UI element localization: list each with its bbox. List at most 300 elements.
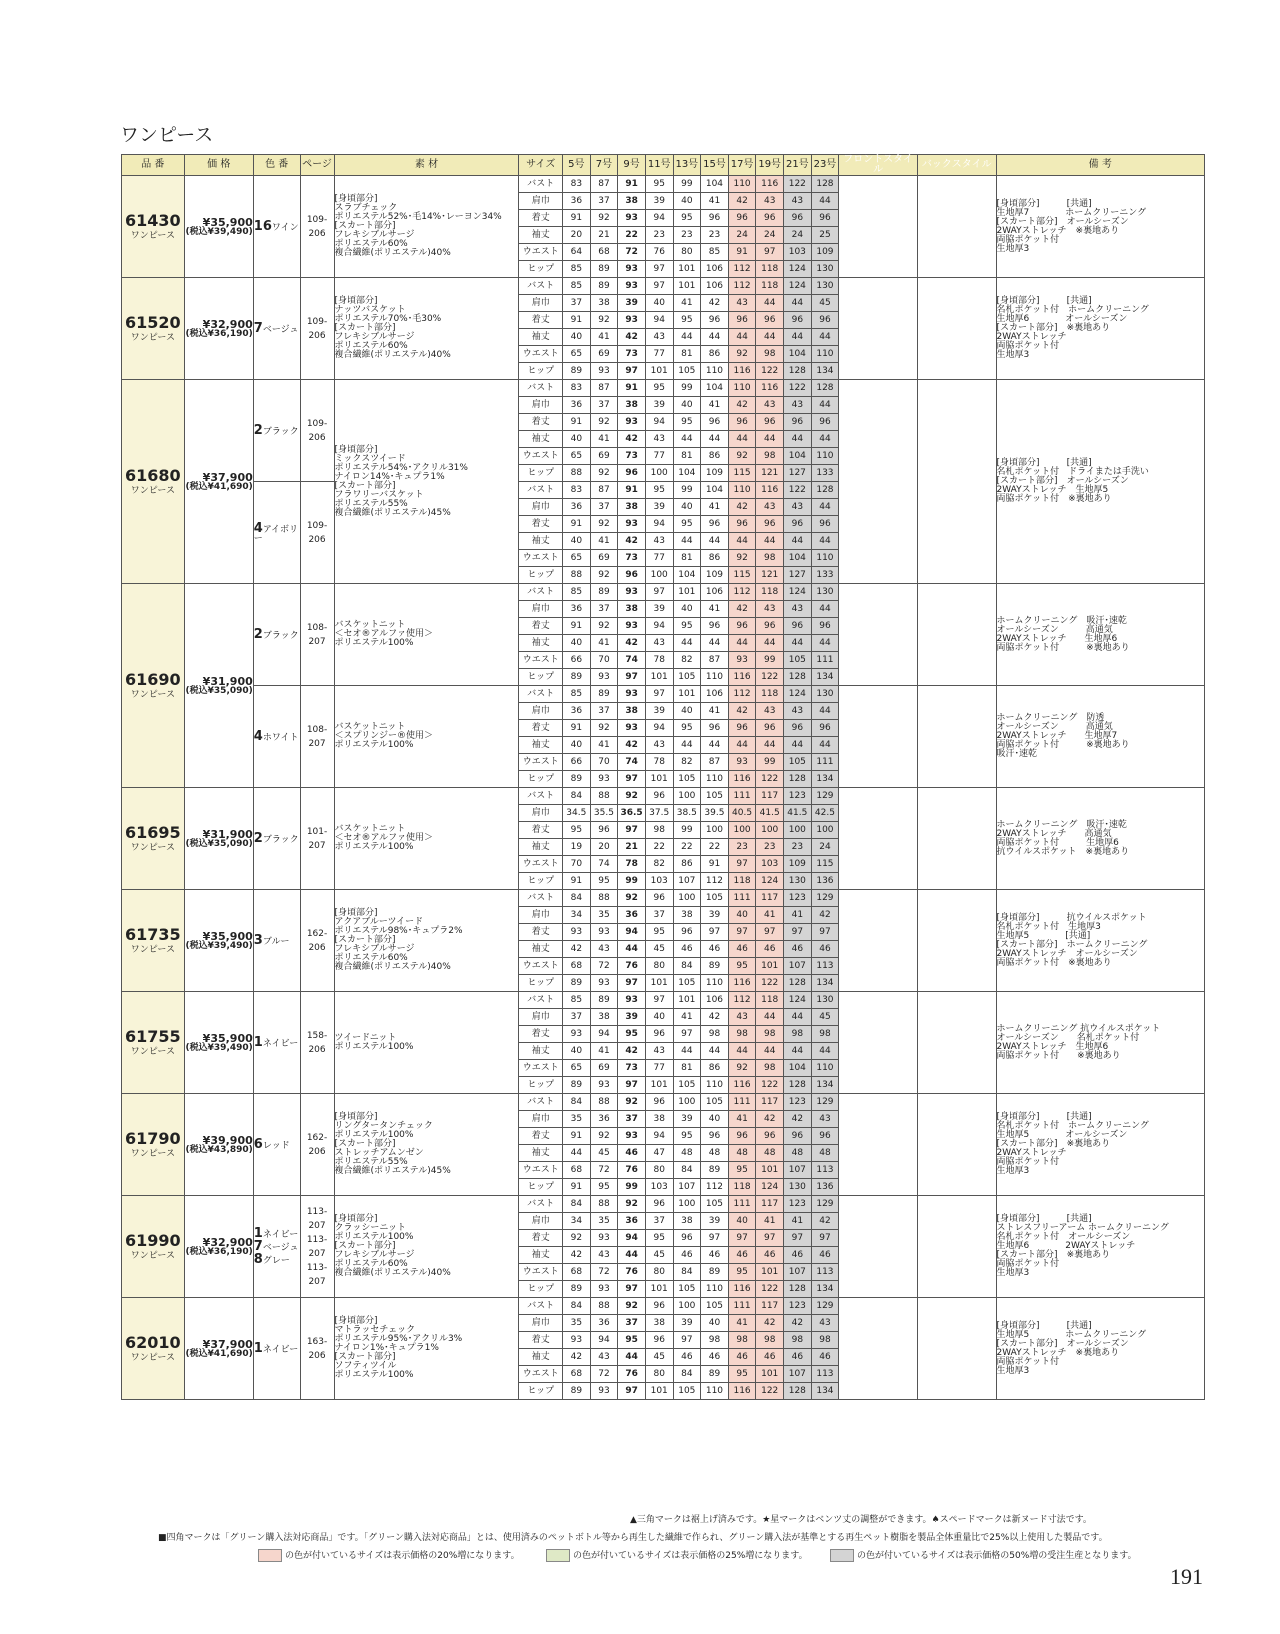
size-value: 133 (811, 567, 839, 584)
size-value: 96 (756, 720, 784, 737)
size-value: 43 (645, 533, 673, 550)
size-value: 96 (811, 720, 839, 737)
back-style-cell (917, 176, 996, 278)
size-value: 89 (590, 992, 618, 1009)
product-type: ワンピース (130, 230, 175, 241)
color-cell (253, 482, 300, 584)
size-value: 96 (756, 312, 784, 329)
size-value: 98 (756, 448, 784, 465)
catalog-page: 162-206 (306, 928, 328, 953)
product-code-cell (122, 584, 185, 788)
size-value: 124 (756, 873, 784, 890)
size-value: 104 (701, 380, 729, 397)
size-value: 88 (590, 788, 618, 805)
size-measure-label: バスト (519, 890, 563, 907)
size-value: 98 (784, 1026, 812, 1043)
size-value: 91 (563, 414, 591, 431)
front-style-cell (839, 1298, 918, 1400)
price: ¥39,900 (202, 1133, 253, 1147)
size-value: 129 (811, 1298, 839, 1315)
material-cell: バスケットニット ＜スプリンジー®使用＞ ポリエステル100% (334, 686, 519, 788)
catalog-page: 113-207 (306, 1206, 328, 1231)
size-value: 43 (756, 601, 784, 618)
size-value: 84 (673, 958, 701, 975)
size-value: 42 (563, 1349, 591, 1366)
size-value: 89 (563, 1077, 591, 1094)
size-value: 65 (563, 346, 591, 363)
page-cell (300, 992, 334, 1094)
color-cell (253, 992, 300, 1094)
size-value: 99 (756, 652, 784, 669)
size-value: 46 (811, 1247, 839, 1264)
size-value: 95 (673, 414, 701, 431)
size-value: 43 (784, 397, 812, 414)
size-value: 122 (756, 1077, 784, 1094)
size-value: 44 (756, 329, 784, 346)
size-value: 69 (590, 448, 618, 465)
size-value: 37 (645, 907, 673, 924)
size-value: 42 (701, 1009, 729, 1026)
size-value: 96 (811, 414, 839, 431)
table-row (122, 1094, 1205, 1111)
table-row (122, 1196, 1205, 1213)
price-cell (184, 1298, 253, 1400)
color-cell (253, 1094, 300, 1196)
size-value: 89 (563, 1383, 591, 1400)
size-value: 42 (563, 1247, 591, 1264)
size-value: 46 (673, 1247, 701, 1264)
size-measure-label: 着丈 (519, 1128, 563, 1145)
size-value: 44 (784, 635, 812, 652)
size-value: 89 (701, 958, 729, 975)
size-value: 78 (645, 652, 673, 669)
size-value: 118 (756, 584, 784, 601)
size-value: 48 (811, 1145, 839, 1162)
size-measure-label: 袖丈 (519, 533, 563, 550)
size-value: 96 (811, 210, 839, 227)
size-value: 38 (645, 1315, 673, 1332)
size-value: 44 (728, 1043, 756, 1060)
color-number: 1 (253, 1035, 263, 1050)
size-value: 112 (728, 992, 756, 1009)
size-value: 97 (645, 584, 673, 601)
size-value: 96 (645, 1026, 673, 1043)
size-value: 64 (563, 244, 591, 261)
size-value: 96 (673, 924, 701, 941)
size-value: 91 (563, 1128, 591, 1145)
size-value: 92 (590, 210, 618, 227)
size-value: 94 (645, 210, 673, 227)
size-value: 46 (811, 941, 839, 958)
size-measure-label: 着丈 (519, 312, 563, 329)
size-measure-label: 袖丈 (519, 941, 563, 958)
size-value: 96 (728, 1128, 756, 1145)
size-value: 46 (673, 1349, 701, 1366)
size-value: 96 (811, 312, 839, 329)
size-value: 44 (673, 737, 701, 754)
size-value: 84 (563, 1094, 591, 1111)
product-code: 61520 (125, 312, 181, 332)
size-measure-label: ヒップ (519, 1281, 563, 1298)
size-measure-label: 袖丈 (519, 737, 563, 754)
size-value: 93 (563, 924, 591, 941)
size-value: 38 (590, 295, 618, 312)
size-value: 74 (618, 652, 646, 669)
size-value: 96 (701, 1128, 729, 1145)
legend-green-text: の色が付いているサイズは表示価格の25%増になります。 (573, 1551, 808, 1561)
size-measure-label: 肩巾 (519, 499, 563, 516)
size-value: 76 (645, 244, 673, 261)
size-value: 104 (784, 550, 812, 567)
size-measure-label: 袖丈 (519, 1043, 563, 1060)
front-style-cell (839, 788, 918, 890)
size-value: 43 (811, 1315, 839, 1332)
size-value: 111 (728, 1196, 756, 1213)
size-value: 40 (563, 329, 591, 346)
size-value: 98 (701, 1332, 729, 1349)
size-value: 96 (811, 516, 839, 533)
size-value: 41 (756, 907, 784, 924)
product-code-cell (122, 380, 185, 584)
size-value: 97 (728, 924, 756, 941)
size-value: 40 (673, 499, 701, 516)
size-value: 122 (784, 176, 812, 193)
material-cell: バスケットニット ＜セオ®アルファ使用＞ ポリエステル100% (334, 584, 519, 686)
size-value: 91 (563, 516, 591, 533)
size-value: 118 (756, 992, 784, 1009)
size-value: 105 (673, 669, 701, 686)
size-value: 104 (784, 346, 812, 363)
footer-note-2: ■四角マークは「グリーン購入法対応商品」です。「グリーン購入法対応商品」とは、使用済みのペットボトル等から再生した繊維で作られ、グリーン購入法が基準とする再生ペット樹脂を製品全体重量比で25%以上使用した製品です。 (158, 1533, 1108, 1543)
size-value: 40 (563, 737, 591, 754)
size-value: 121 (756, 567, 784, 584)
size-value: 96 (784, 210, 812, 227)
size-value: 123 (784, 1094, 812, 1111)
color-name: ベージュ (262, 1243, 299, 1253)
size-value: 96 (645, 1094, 673, 1111)
material-cell: バスケットニット ＜セオ®アルファ使用＞ ポリエステル100% (334, 788, 519, 890)
size-value: 134 (811, 363, 839, 380)
product-code: 61430 (125, 210, 181, 230)
size-value: 88 (590, 1298, 618, 1315)
color-entry (254, 522, 300, 544)
size-value: 104 (673, 567, 701, 584)
size-value: 43 (784, 703, 812, 720)
size-value: 107 (784, 1366, 812, 1383)
size-value: 38 (645, 1111, 673, 1128)
size-value: 21 (618, 839, 646, 856)
size-value: 97 (645, 686, 673, 703)
size-value: 41 (590, 329, 618, 346)
size-value: 96 (701, 210, 729, 227)
size-measure-label: ウエスト (519, 244, 563, 261)
size-value: 36 (590, 1315, 618, 1332)
size-value: 88 (590, 890, 618, 907)
price: ¥37,900 (202, 1337, 253, 1351)
size-value: 124 (784, 686, 812, 703)
size-value: 84 (563, 1196, 591, 1213)
size-value: 80 (645, 1366, 673, 1383)
size-value: 105 (701, 1094, 729, 1111)
color-cell (253, 890, 300, 992)
size-value: 43 (756, 703, 784, 720)
size-value: 134 (811, 975, 839, 992)
size-value: 40 (563, 1043, 591, 1060)
page-cell (300, 482, 334, 584)
size-value: 37 (563, 1009, 591, 1026)
color-number: 2 (253, 627, 263, 642)
legend-green-swatch (546, 1549, 570, 1562)
catalog-page: 109-206 (306, 418, 328, 443)
size-value: 41 (590, 533, 618, 550)
price-tax: (税込¥36,190) (185, 328, 253, 339)
size-value: 91 (563, 210, 591, 227)
product-code: 61755 (125, 1026, 181, 1046)
size-value: 89 (563, 1281, 591, 1298)
size-value: 130 (811, 686, 839, 703)
size-value: 101 (673, 992, 701, 1009)
size-value: 92 (728, 550, 756, 567)
size-value: 43 (645, 431, 673, 448)
price: ¥31,900 (202, 674, 253, 688)
size-value: 39 (645, 193, 673, 210)
size-value: 94 (645, 312, 673, 329)
size-value: 95 (645, 924, 673, 941)
price: ¥37,900 (202, 470, 253, 484)
size-value: 43 (756, 499, 784, 516)
size-value: 44 (701, 533, 729, 550)
size-value: 97 (756, 244, 784, 261)
size-value: 46 (784, 1247, 812, 1264)
size-value: 97 (618, 771, 646, 788)
size-value: 105 (701, 788, 729, 805)
size-value: 95 (673, 720, 701, 737)
size-value: 39 (645, 397, 673, 414)
size-value: 42 (563, 941, 591, 958)
size-value: 97 (618, 1383, 646, 1400)
size-value: 24 (784, 227, 812, 244)
size-value: 41 (590, 635, 618, 652)
size-value: 100 (673, 1196, 701, 1213)
size-measure-label: ウエスト (519, 1264, 563, 1281)
size-value: 43 (784, 193, 812, 210)
size-value: 129 (811, 890, 839, 907)
size-measure-label: 肩巾 (519, 1315, 563, 1332)
size-value: 73 (618, 550, 646, 567)
size-value: 91 (563, 618, 591, 635)
color-cell (253, 584, 300, 686)
product-code: 61680 (125, 465, 181, 485)
size-value: 85 (563, 278, 591, 295)
size-value: 97 (701, 924, 729, 941)
size-value: 44 (756, 533, 784, 550)
size-value: 134 (811, 771, 839, 788)
color-name: ネイビー (262, 1345, 299, 1355)
size-value: 95 (645, 482, 673, 499)
front-style-cell (839, 890, 918, 992)
size-value: 85 (563, 686, 591, 703)
size-measure-label: ウエスト (519, 754, 563, 771)
size-value: 40 (728, 907, 756, 924)
size-value: 76 (618, 1264, 646, 1281)
size-value: 88 (563, 567, 591, 584)
size-value: 103 (756, 856, 784, 873)
back-style-cell (917, 1298, 996, 1400)
size-value: 99 (756, 754, 784, 771)
legend-gray-swatch (830, 1549, 854, 1562)
size-value: 43 (784, 499, 812, 516)
page-cell (300, 788, 334, 890)
remarks-cell: [身頃部分] [共通] ストレスフリーアーム ホームクリーニング 名札ポケット付 オールシーズン 生地厚6 2WAYストレッチ [スカート部分] ※裏地あり 両脇ポケット付 生地厚3 (996, 1196, 1204, 1298)
back-style-cell (917, 1094, 996, 1196)
back-style-cell (917, 788, 996, 890)
price: ¥32,900 (202, 1235, 253, 1249)
size-value: 92 (590, 1128, 618, 1145)
size-value: 39 (701, 1213, 729, 1230)
size-value: 44 (728, 635, 756, 652)
size-value: 95 (618, 1332, 646, 1349)
size-value: 41 (673, 295, 701, 312)
size-value: 117 (756, 788, 784, 805)
price-tax: (税込¥39,490) (185, 1042, 253, 1053)
size-value: 44 (811, 431, 839, 448)
size-value: 134 (811, 1281, 839, 1298)
size-value: 101 (645, 1281, 673, 1298)
size-value: 96 (701, 516, 729, 533)
price-cell (184, 584, 253, 788)
size-value: 128 (784, 975, 812, 992)
size-value: 96 (728, 516, 756, 533)
back-style-cell (917, 584, 996, 686)
size-value: 44 (728, 329, 756, 346)
size-value: 44 (563, 1145, 591, 1162)
size-value: 107 (673, 1179, 701, 1196)
color-entry (254, 1036, 300, 1049)
size-value: 98 (728, 1332, 756, 1349)
size-measure-label: ヒップ (519, 1383, 563, 1400)
size-value: 105 (673, 1383, 701, 1400)
size-value: 73 (618, 346, 646, 363)
size-value: 104 (673, 465, 701, 482)
size-value: 86 (701, 550, 729, 567)
size-value: 128 (784, 771, 812, 788)
remarks-cell: [身頃部分] [共通] 名札ポケット付 ホームクリーニング 生地厚6 オールシーズン [スカート部分] ※裏地あり 2WAYストレッチ 両脇ポケット付 生地厚3 (996, 278, 1204, 380)
price-cell (184, 788, 253, 890)
size-value: 118 (728, 873, 756, 890)
header-code: 品 番 (122, 155, 185, 176)
price: ¥32,900 (202, 317, 253, 331)
color-name: ブラック (262, 631, 299, 641)
size-value: 116 (728, 363, 756, 380)
product-code-cell (122, 788, 185, 890)
table-row (122, 1298, 1205, 1315)
size-value: 111 (811, 754, 839, 771)
size-value: 117 (756, 1094, 784, 1111)
size-value: 116 (728, 975, 756, 992)
color-number: 1 (253, 1226, 263, 1241)
size-value: 93 (728, 652, 756, 669)
product-table (121, 154, 1205, 1400)
size-value: 110 (811, 448, 839, 465)
size-value: 37 (590, 193, 618, 210)
table-row (122, 278, 1205, 295)
size-value: 84 (563, 788, 591, 805)
size-value: 42 (811, 1213, 839, 1230)
size-value: 93 (618, 210, 646, 227)
size-measure-label: 着丈 (519, 210, 563, 227)
size-value: 105 (673, 1281, 701, 1298)
size-value: 41 (590, 431, 618, 448)
size-value: 122 (756, 1281, 784, 1298)
size-value: 117 (756, 1196, 784, 1213)
size-value: 97 (784, 1230, 812, 1247)
size-value: 89 (701, 1366, 729, 1383)
size-value: 89 (701, 1162, 729, 1179)
size-value: 72 (618, 244, 646, 261)
size-value: 96 (701, 618, 729, 635)
size-value: 89 (701, 1264, 729, 1281)
size-value: 45 (811, 1009, 839, 1026)
size-value: 41 (756, 1213, 784, 1230)
size-value: 86 (701, 1060, 729, 1077)
size-value: 110 (701, 363, 729, 380)
header-size-19: 19号 (756, 155, 784, 176)
size-value: 110 (701, 975, 729, 992)
size-value: 97 (618, 1077, 646, 1094)
size-value: 116 (756, 482, 784, 499)
header-size-5: 5号 (563, 155, 591, 176)
size-value: 72 (590, 958, 618, 975)
size-value: 92 (590, 414, 618, 431)
size-value: 101 (645, 1077, 673, 1094)
size-value: 91 (563, 1179, 591, 1196)
size-value: 93 (590, 924, 618, 941)
size-value: 44 (784, 737, 812, 754)
size-value: 106 (701, 261, 729, 278)
size-value: 98 (811, 1332, 839, 1349)
header-size-9: 9号 (618, 155, 646, 176)
product-code: 61735 (125, 924, 181, 944)
size-value: 19 (563, 839, 591, 856)
size-value: 94 (645, 618, 673, 635)
size-value: 116 (756, 176, 784, 193)
size-value: 44 (756, 1009, 784, 1026)
size-value: 37 (590, 499, 618, 516)
color-cell (253, 176, 300, 278)
size-value: 44 (811, 397, 839, 414)
size-value: 44 (673, 1043, 701, 1060)
size-value: 128 (784, 1383, 812, 1400)
size-value: 95 (728, 1366, 756, 1383)
size-value: 37 (563, 295, 591, 312)
price-tax: (税込¥35,090) (185, 685, 253, 696)
size-value: 89 (563, 363, 591, 380)
size-value: 96 (811, 618, 839, 635)
size-value: 39 (645, 499, 673, 516)
front-style-cell (839, 686, 918, 788)
table-header (122, 155, 1205, 176)
size-value: 112 (728, 584, 756, 601)
size-value: 100 (701, 822, 729, 839)
size-value: 65 (563, 550, 591, 567)
size-value: 70 (563, 856, 591, 873)
size-value: 48 (784, 1145, 812, 1162)
size-value: 44 (784, 1043, 812, 1060)
size-value: 110 (728, 482, 756, 499)
size-value: 37 (590, 703, 618, 720)
size-value: 96 (701, 720, 729, 737)
size-value: 69 (590, 346, 618, 363)
